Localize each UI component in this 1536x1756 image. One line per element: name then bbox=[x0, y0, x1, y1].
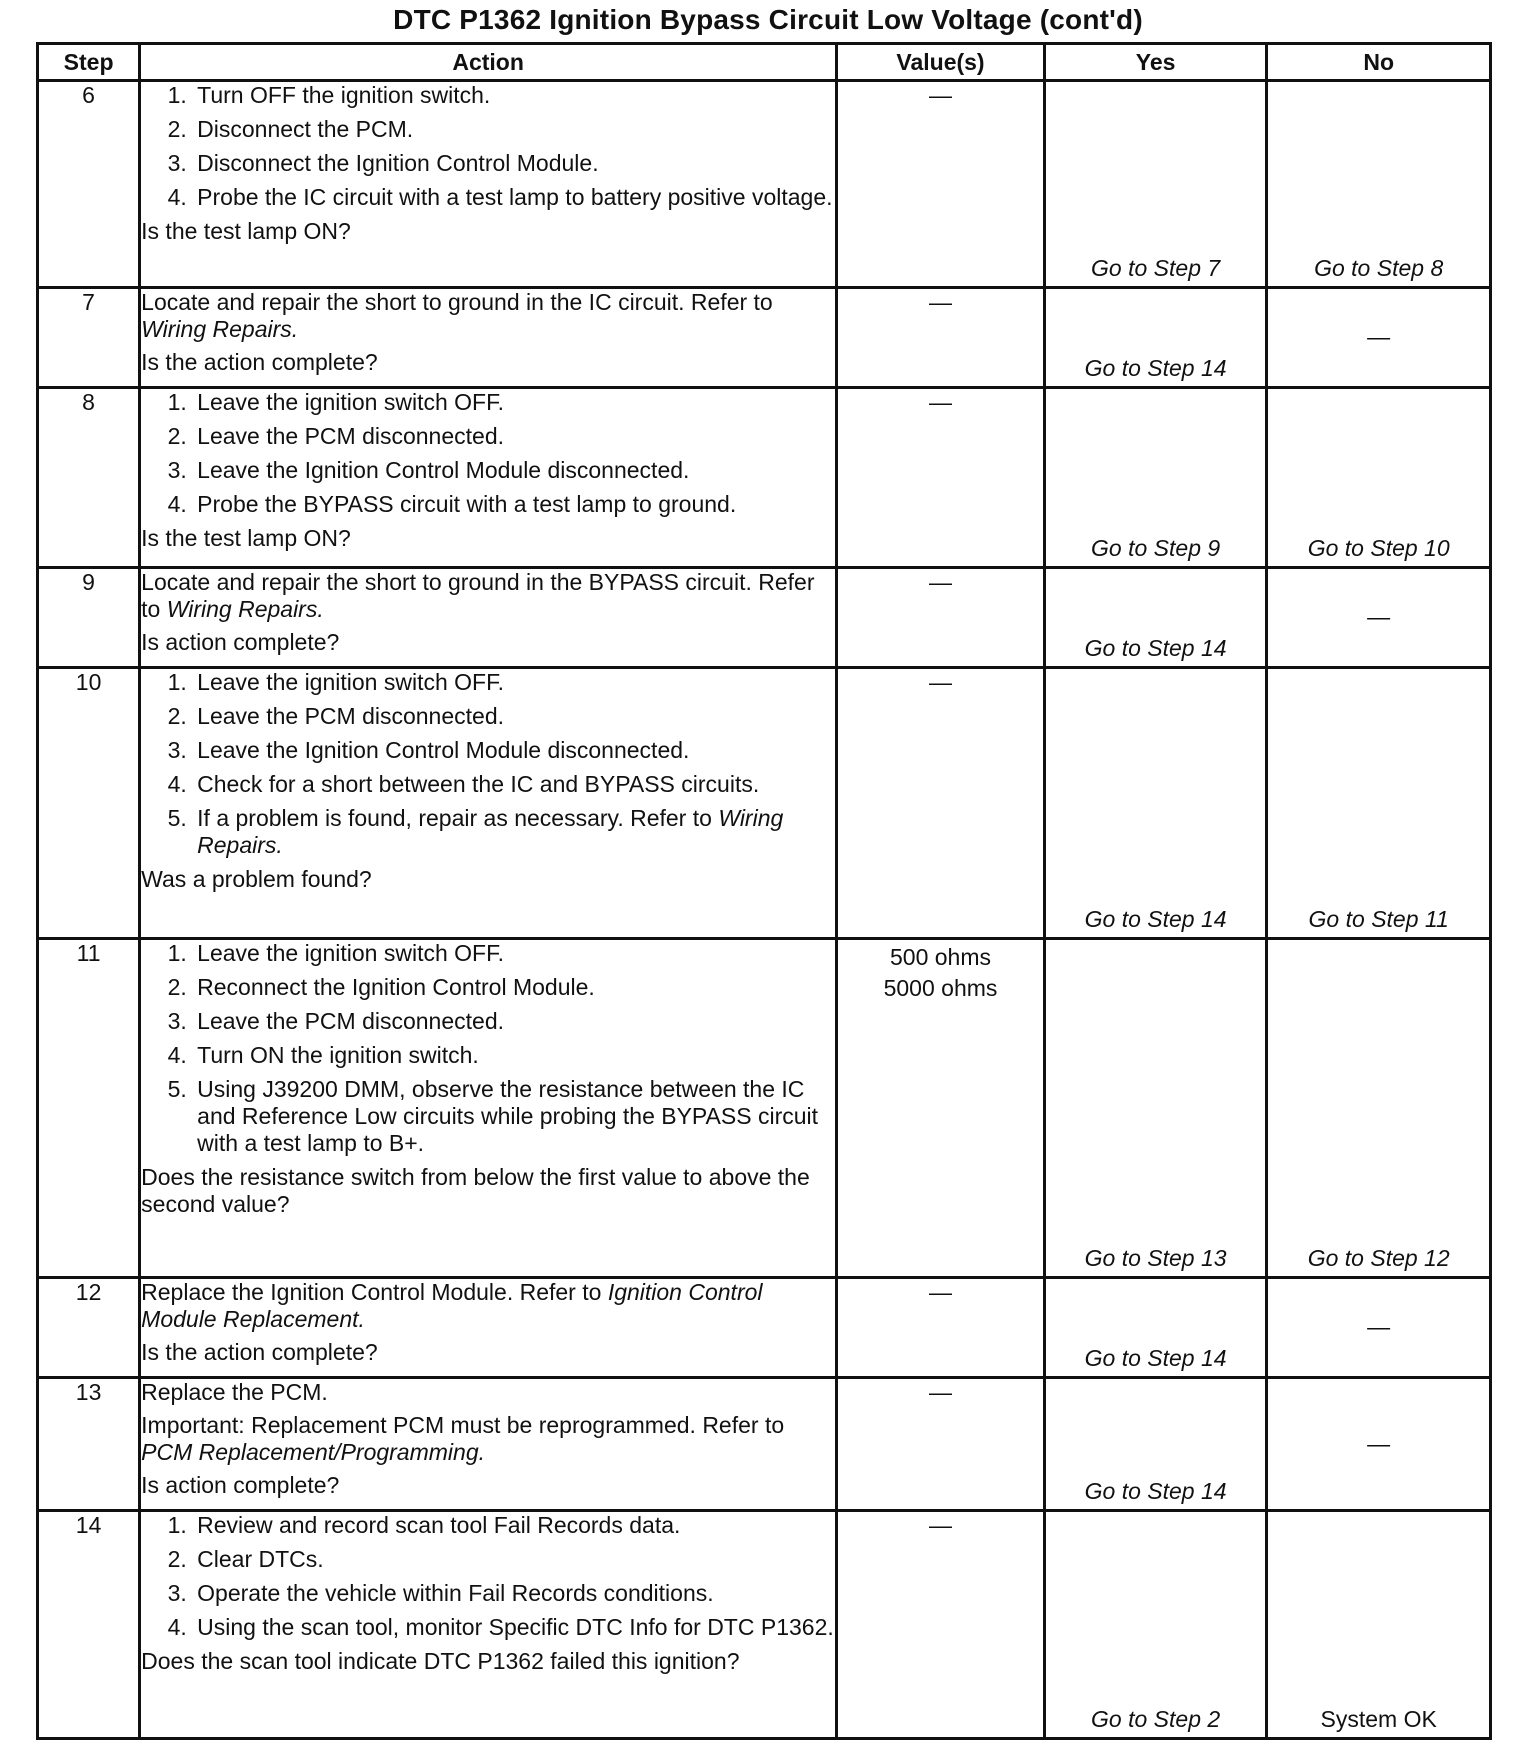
step-number: 10 bbox=[38, 667, 140, 938]
value-min: 500 ohms bbox=[889, 943, 991, 970]
header-no: No bbox=[1267, 44, 1491, 81]
step-number: 9 bbox=[38, 567, 140, 667]
action-list bbox=[141, 940, 835, 1157]
header-step: Step bbox=[38, 44, 140, 81]
list-item: 2. Leave the PCM disconnected. bbox=[193, 703, 835, 730]
header-values: Value(s) bbox=[837, 44, 1045, 81]
list-item: 1. Review and record scan tool Fail Records data. bbox=[193, 1512, 835, 1539]
list-item: 5. Using J39200 DMM, observe the resistance between the IC and Reference Low circuits while probing the BYPASS circuit with a test lamp to B+. bbox=[193, 1076, 835, 1157]
action-question: Is the action complete? bbox=[141, 1339, 378, 1366]
action-cell bbox=[140, 938, 837, 1277]
yes-cell bbox=[1044, 567, 1266, 667]
yes-cell bbox=[1044, 387, 1266, 567]
list-item: 4. Using the scan tool, monitor Specific DTC Info for DTC P1362. bbox=[193, 1614, 835, 1641]
no-cell bbox=[1267, 667, 1491, 938]
page-title: DTC P1362 Ignition Bypass Circuit Low Voltage (cont'd) bbox=[393, 4, 1143, 35]
yes-cell bbox=[1044, 667, 1266, 938]
action-question: Does the scan tool indicate DTC P1362 failed this ignition? bbox=[141, 1648, 740, 1675]
no-value: — bbox=[1367, 1430, 1391, 1457]
value-cell: — bbox=[837, 1511, 1045, 1739]
list-item: 3. Operate the vehicle within Fail Records conditions. bbox=[193, 1580, 835, 1607]
no-cell bbox=[1267, 1511, 1491, 1739]
list-item: 3. Leave the Ignition Control Module disconnected. bbox=[193, 737, 835, 764]
table-row bbox=[38, 81, 1491, 288]
list-item-text: If a problem is found, repair as necessary. Refer to bbox=[197, 804, 719, 831]
action-list bbox=[141, 669, 835, 859]
step-number: 11 bbox=[38, 938, 140, 1277]
yes-goto: Go to Step 2 bbox=[1091, 1706, 1221, 1732]
list-item: 4. Check for a short between the IC and BYPASS circuits. bbox=[193, 771, 835, 798]
no-result: System OK bbox=[1320, 1706, 1437, 1732]
yes-goto: Go to Step 13 bbox=[1084, 1245, 1227, 1272]
table-row bbox=[38, 1511, 1491, 1739]
action-text bbox=[141, 289, 835, 343]
list-item: 1. Leave the ignition switch OFF. bbox=[193, 389, 835, 416]
yes-cell bbox=[1044, 938, 1266, 1277]
list-item: 1. Leave the ignition switch OFF. bbox=[193, 940, 835, 967]
yes-cell bbox=[1044, 1377, 1266, 1510]
action-question: Is action complete? bbox=[141, 628, 340, 655]
step-number: 14 bbox=[38, 1511, 140, 1739]
table-row bbox=[38, 1377, 1491, 1510]
list-item: 3. Leave the Ignition Control Module disconnected. bbox=[193, 457, 835, 484]
dtc-table bbox=[36, 42, 1492, 1740]
no-goto: Go to Step 10 bbox=[1307, 534, 1450, 561]
table-row bbox=[38, 938, 1491, 1277]
action-text-body: Important: Replacement PCM must be reprogrammed. Refer to bbox=[141, 1411, 785, 1438]
action-cell bbox=[140, 1511, 837, 1739]
value-cell: — bbox=[837, 81, 1045, 288]
action-question: Does the resistance switch from below the first value to above the second value? bbox=[141, 1163, 810, 1217]
yes-goto: Go to Step 14 bbox=[1084, 905, 1227, 932]
value-max: 5000 ohms bbox=[883, 974, 998, 1001]
action-text-body: Locate and repair the short to ground in the IC circuit. Refer to bbox=[141, 289, 773, 316]
yes-cell bbox=[1044, 288, 1266, 388]
action-text bbox=[141, 1279, 835, 1333]
list-item: 4. Probe the BYPASS circuit with a test lamp to ground. bbox=[193, 491, 835, 518]
action-cell bbox=[140, 288, 837, 388]
action-cell bbox=[140, 667, 837, 938]
header-yes: Yes bbox=[1044, 44, 1266, 81]
yes-goto: Go to Step 14 bbox=[1084, 1344, 1227, 1371]
action-text bbox=[141, 1412, 835, 1466]
action-text-body: Locate and repair the short to ground in the BYPASS circuit. Refer to bbox=[141, 568, 815, 622]
value-cell: — bbox=[837, 567, 1045, 667]
list-item bbox=[193, 805, 835, 859]
action-text bbox=[141, 569, 835, 623]
reference-link: Wiring Repairs. bbox=[166, 595, 324, 622]
reference-link: Ignition Control Module Replacement. bbox=[141, 1279, 763, 1333]
value-cell: — bbox=[837, 1377, 1045, 1510]
list-item: 2. Disconnect the PCM. bbox=[193, 116, 835, 143]
action-text-body: Replace the Ignition Control Module. Refer to bbox=[141, 1279, 608, 1306]
yes-cell bbox=[1044, 1511, 1266, 1739]
value-cell: — bbox=[837, 288, 1045, 388]
action-question: Is the test lamp ON? bbox=[141, 218, 351, 244]
no-goto: Go to Step 12 bbox=[1307, 1245, 1450, 1272]
action-question: Is action complete? bbox=[141, 1471, 340, 1498]
list-item: 2. Reconnect the Ignition Control Module. bbox=[193, 974, 835, 1001]
no-value: — bbox=[1367, 603, 1391, 630]
action-question: Was a problem found? bbox=[141, 865, 372, 892]
table-row bbox=[38, 1278, 1491, 1378]
no-cell bbox=[1267, 938, 1491, 1277]
yes-goto: Go to Step 14 bbox=[1084, 1478, 1227, 1505]
action-question: Is the action complete? bbox=[141, 349, 378, 376]
value-cell bbox=[837, 938, 1045, 1277]
list-item: 2. Leave the PCM disconnected. bbox=[193, 423, 835, 450]
reference-link: PCM Replacement/Programming. bbox=[141, 1438, 485, 1465]
list-item: 4. Turn ON the ignition switch. bbox=[193, 1042, 835, 1069]
table-row bbox=[38, 387, 1491, 567]
action-cell bbox=[140, 387, 837, 567]
list-item: 3. Leave the PCM disconnected. bbox=[193, 1008, 835, 1035]
reference-link: Wiring Repairs. bbox=[141, 316, 299, 343]
no-cell bbox=[1267, 567, 1491, 667]
step-number: 13 bbox=[38, 1377, 140, 1510]
yes-goto: Go to Step 14 bbox=[1084, 354, 1227, 381]
header-action: Action bbox=[140, 44, 837, 81]
action-cell bbox=[140, 1278, 837, 1378]
no-cell bbox=[1267, 1377, 1491, 1510]
action-cell bbox=[140, 567, 837, 667]
table-row bbox=[38, 288, 1491, 388]
no-cell bbox=[1267, 81, 1491, 288]
list-item: 1. Leave the ignition switch OFF. bbox=[193, 669, 835, 696]
list-item: 4. Probe the IC circuit with a test lamp to battery positive voltage. bbox=[193, 184, 835, 211]
action-cell bbox=[140, 81, 837, 288]
no-value: — bbox=[1367, 323, 1391, 350]
action-cell bbox=[140, 1377, 837, 1510]
no-value: — bbox=[1367, 1313, 1391, 1340]
table-row bbox=[38, 567, 1491, 667]
no-goto: Go to Step 11 bbox=[1308, 905, 1449, 932]
list-item: 3. Disconnect the Ignition Control Module. bbox=[193, 150, 835, 177]
yes-cell bbox=[1044, 1278, 1266, 1378]
no-cell bbox=[1267, 387, 1491, 567]
action-line: Replace the PCM. bbox=[141, 1378, 328, 1405]
action-question: Is the test lamp ON? bbox=[141, 524, 351, 551]
value-cell: — bbox=[837, 667, 1045, 938]
step-number: 12 bbox=[38, 1278, 140, 1378]
action-list bbox=[141, 82, 835, 211]
value-cell: — bbox=[837, 387, 1045, 567]
table-header-row bbox=[38, 44, 1491, 81]
yes-cell bbox=[1044, 81, 1266, 288]
table-row bbox=[38, 667, 1491, 938]
reference-link: Wiring Repairs. bbox=[197, 804, 784, 858]
yes-goto: Go to Step 7 bbox=[1091, 255, 1221, 282]
no-goto: Go to Step 8 bbox=[1314, 255, 1444, 282]
step-number: 7 bbox=[38, 288, 140, 388]
list-item: 1. Turn OFF the ignition switch. bbox=[193, 82, 835, 109]
yes-goto: Go to Step 14 bbox=[1084, 634, 1227, 661]
step-number: 6 bbox=[38, 81, 140, 288]
value-cell: — bbox=[837, 1278, 1045, 1378]
no-cell bbox=[1267, 1278, 1491, 1378]
action-list bbox=[141, 389, 835, 518]
yes-goto: Go to Step 9 bbox=[1091, 534, 1221, 561]
list-item: 2. Clear DTCs. bbox=[193, 1546, 835, 1573]
step-number: 8 bbox=[38, 387, 140, 567]
no-cell bbox=[1267, 288, 1491, 388]
action-list bbox=[141, 1512, 835, 1641]
